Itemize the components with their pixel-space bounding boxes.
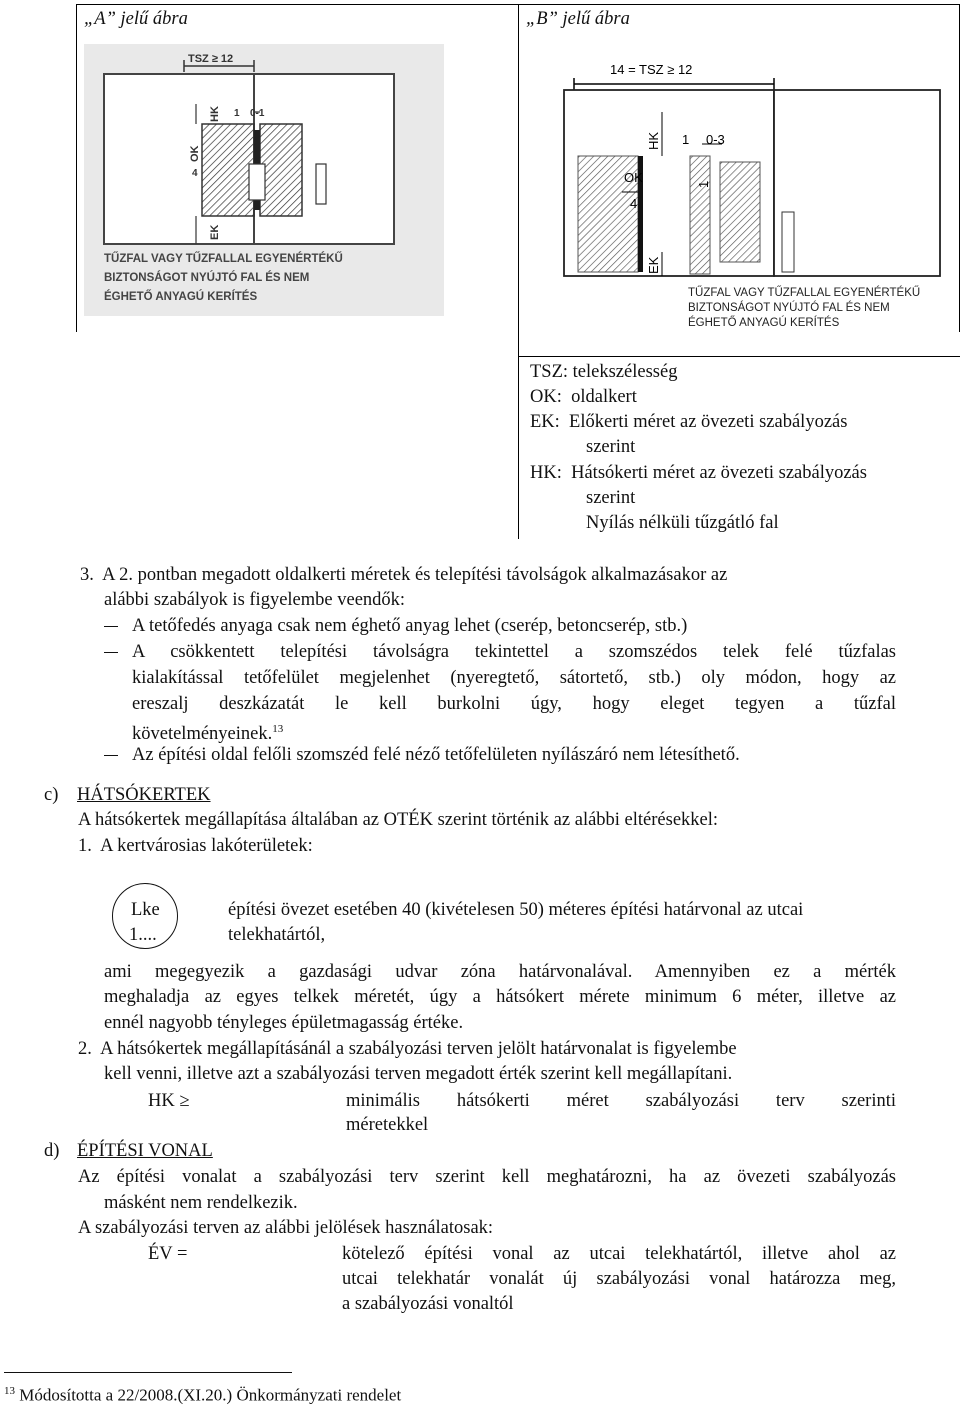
section-c-para-line3: ennél nagyobb tényleges épületmagasság értéke. — [104, 1013, 464, 1033]
figure-b-num-1a: 1 — [682, 132, 690, 147]
bullet-dash-3 — [104, 755, 118, 756]
table-row-divider — [518, 356, 960, 357]
figure-a-garage — [316, 164, 326, 204]
section-c-zone-desc-line2: telekhatártól, — [228, 925, 326, 945]
section3-bullet2-line1: A csökkentett telepítési távolságra tekintettel a szomszédos telek felé tűzfalas — [132, 642, 896, 662]
section3-line1: 3. A 2. pontban megadott oldalkerti méretek és telepítési távolságok alkalmazásakor az — [80, 565, 728, 585]
figure-a-caption-line1: TŰZFAL VAGY TŰZFALLAL EGYENÉRTÉKŰ — [104, 253, 343, 265]
figure-b-caption-line3: ÉGHETŐ ANYAGÚ KERÍTÉS — [688, 317, 840, 329]
figure-a-title: „A” jelű ábra — [84, 9, 188, 29]
zone-symbol-top: Lke — [131, 900, 160, 920]
figure-b-num-1b: 1 — [696, 180, 711, 188]
footnote-ref-13: 13 — [272, 723, 284, 735]
legend-ek-line1: EK: Előkerti méret az övezeti szabályozás — [530, 412, 848, 432]
figure-b-diagram — [556, 52, 952, 332]
figure-a-tsz-label: TSZ ≥ 12 — [188, 53, 234, 65]
figure-a-building-left — [202, 124, 254, 216]
section-d-line2: másként nem rendelkezik. — [104, 1193, 298, 1213]
section3-bullet2-line4 — [132, 718, 283, 745]
figure-b-plot-right — [774, 90, 940, 276]
zone-symbol-bottom: 1.... — [129, 925, 157, 945]
figure-a-caption-line2: BIZTONSÁGOT NYÚJTÓ FAL ÉS NEM — [104, 272, 310, 284]
section-d-ev-desc-line2: utcai telekhatár vonalát új szabályozási vonal határozza meg, — [342, 1269, 896, 1289]
section-d-line3: A szabályozási terven az alábbi jelölések használatosak: — [78, 1218, 494, 1238]
figure-a-diagram — [84, 44, 444, 316]
section3-line2: alábbi szabályok is figyelembe veendők: — [104, 590, 406, 610]
legend-tsz: TSZ: telekszélesség — [530, 362, 678, 382]
figure-b-caption-line2: BIZTONSÁGOT NYÚJTÓ FAL ÉS NEM — [688, 302, 890, 314]
figure-b-building-right-b — [720, 162, 760, 262]
footnote — [4, 1380, 401, 1407]
legend-hk-line2: szerint — [586, 488, 636, 508]
footnote-text: Módosította a 22/2008.(XI.20.) Önkormányzati rendelet — [19, 1385, 402, 1405]
bullet-dash-2 — [104, 652, 118, 653]
section-c-intro: A hátsókertek megállapítása általában az OTÉK szerint történik az alábbi eltérésekkel: — [78, 810, 719, 830]
section3-bullet1: A tetőfedés anyaga csak nem éghető anyag lehet (cserép, betoncserép, stb.) — [132, 616, 688, 636]
legend-ek-line2: szerint — [586, 437, 636, 457]
section-d-line1: Az építési vonalat a szabályozási terv szerint kell meghatározni, ha az övezeti szabályozás — [78, 1167, 896, 1187]
section-d-ev-desc-line3: a szabályozási vonaltól — [342, 1294, 514, 1314]
figure-a-ok-label: OK — [189, 145, 201, 162]
footnote-separator — [4, 1372, 292, 1373]
section-c-hk-desc-line1: minimális hátsókerti méret szabályozási terv szerinti — [346, 1091, 896, 1111]
section-d-ev-desc-line1: kötelező építési vonal az utcai telekhatártól, illetve ahol az — [342, 1244, 896, 1264]
figure-a-small-structure — [249, 164, 265, 200]
table-middle-border — [518, 4, 519, 539]
figure-b-num-03: 0-3 — [706, 132, 725, 147]
figure-a-building-right — [260, 124, 302, 216]
figure-a-num-4: 4 — [192, 168, 198, 179]
section-c-item2-line1: 2. A hátsókertek megállapításánál a szabályozási terven jelölt határvonalat is figyelembe — [78, 1039, 737, 1059]
section-d-heading: ÉPÍTÉSI VONAL — [77, 1141, 213, 1161]
section3-bullet3: Az építési oldal felőli szomszéd felé néző tetőfelületen nyílászáró nem létesíthető. — [132, 745, 740, 765]
figure-b-hk-label: HK — [646, 131, 661, 150]
figure-a-caption-line3: ÉGHETŐ ANYAGÚ KERÍTÉS — [104, 291, 258, 303]
section-c-heading: HÁTSÓKERTEK — [77, 785, 211, 805]
section-c-para-line2: meghaladja az egyes telkek méretét, úgy a hátsókert mérete minimum 6 méter, illetve az — [104, 987, 896, 1007]
section-c-zone-desc-line1: építési övezet esetében 40 (kivételesen 50) méteres építési határvonal az utcai — [228, 900, 804, 920]
section-c-hk-symbol: HK ≥ — [148, 1091, 190, 1111]
section-c-hk-desc-line2: méretekkel — [346, 1115, 429, 1135]
section3-bullet2-line3: ereszalj deszkázatát le kell burkolni úgy, hogy eleget tegyen a tűzfal — [132, 694, 896, 714]
figure-b-building-right-a — [690, 156, 710, 274]
figure-a-num-1: 1 — [234, 108, 240, 119]
figure-b-garage — [782, 212, 794, 272]
section-d-label: d) — [44, 1141, 60, 1161]
figure-a-hk-label: HK — [209, 106, 221, 122]
figure-a-ek-label: EK — [209, 224, 221, 240]
legend-hk-line1: HK: Hátsókerti méret az övezeti szabályozás — [530, 463, 867, 483]
legend-firewall: Nyílás nélküli tűzgátló fal — [586, 513, 779, 533]
section-c-item2-line2: kell venni, illetve azt a szabályozási terven megadott érték szerint kell megállapítani. — [104, 1064, 733, 1084]
figure-b-caption-line1: TŰZFAL VAGY TŰZFALLAL EGYENÉRTÉKŰ — [688, 287, 921, 299]
legend-ok: OK: oldalkert — [530, 387, 637, 407]
footnote-number: 13 — [4, 1385, 15, 1397]
table-left-border — [76, 4, 77, 332]
figure-b-title: „B” jelű ábra — [526, 9, 630, 29]
section-c-item1: 1. A kertvárosias lakóterületek: — [78, 836, 313, 856]
figure-b-ok-label: OK — [624, 170, 643, 185]
section-d-ev-symbol: ÉV = — [148, 1244, 188, 1264]
section3-bullet2-line2: kialakítással tetőfelület megjelenhet (nyeregtető, sátortető, stb.) oly módon, hogy az — [132, 668, 896, 688]
figure-b-ek-label: EK — [646, 256, 661, 274]
figure-a-num-01: 0-1 — [250, 108, 265, 119]
figure-b-num-4: 4 — [630, 196, 638, 211]
figure-b-tsz-label: 14 = TSZ ≥ 12 — [610, 62, 693, 77]
section3-bullet2-text: követelményeinek. — [132, 724, 273, 745]
bullet-dash-1 — [104, 626, 118, 627]
section-c-para-line1: ami megegyezik a gazdasági udvar zóna határvonalával. Amennyiben ez a mérték — [104, 962, 896, 982]
section-c-label: c) — [44, 785, 59, 805]
